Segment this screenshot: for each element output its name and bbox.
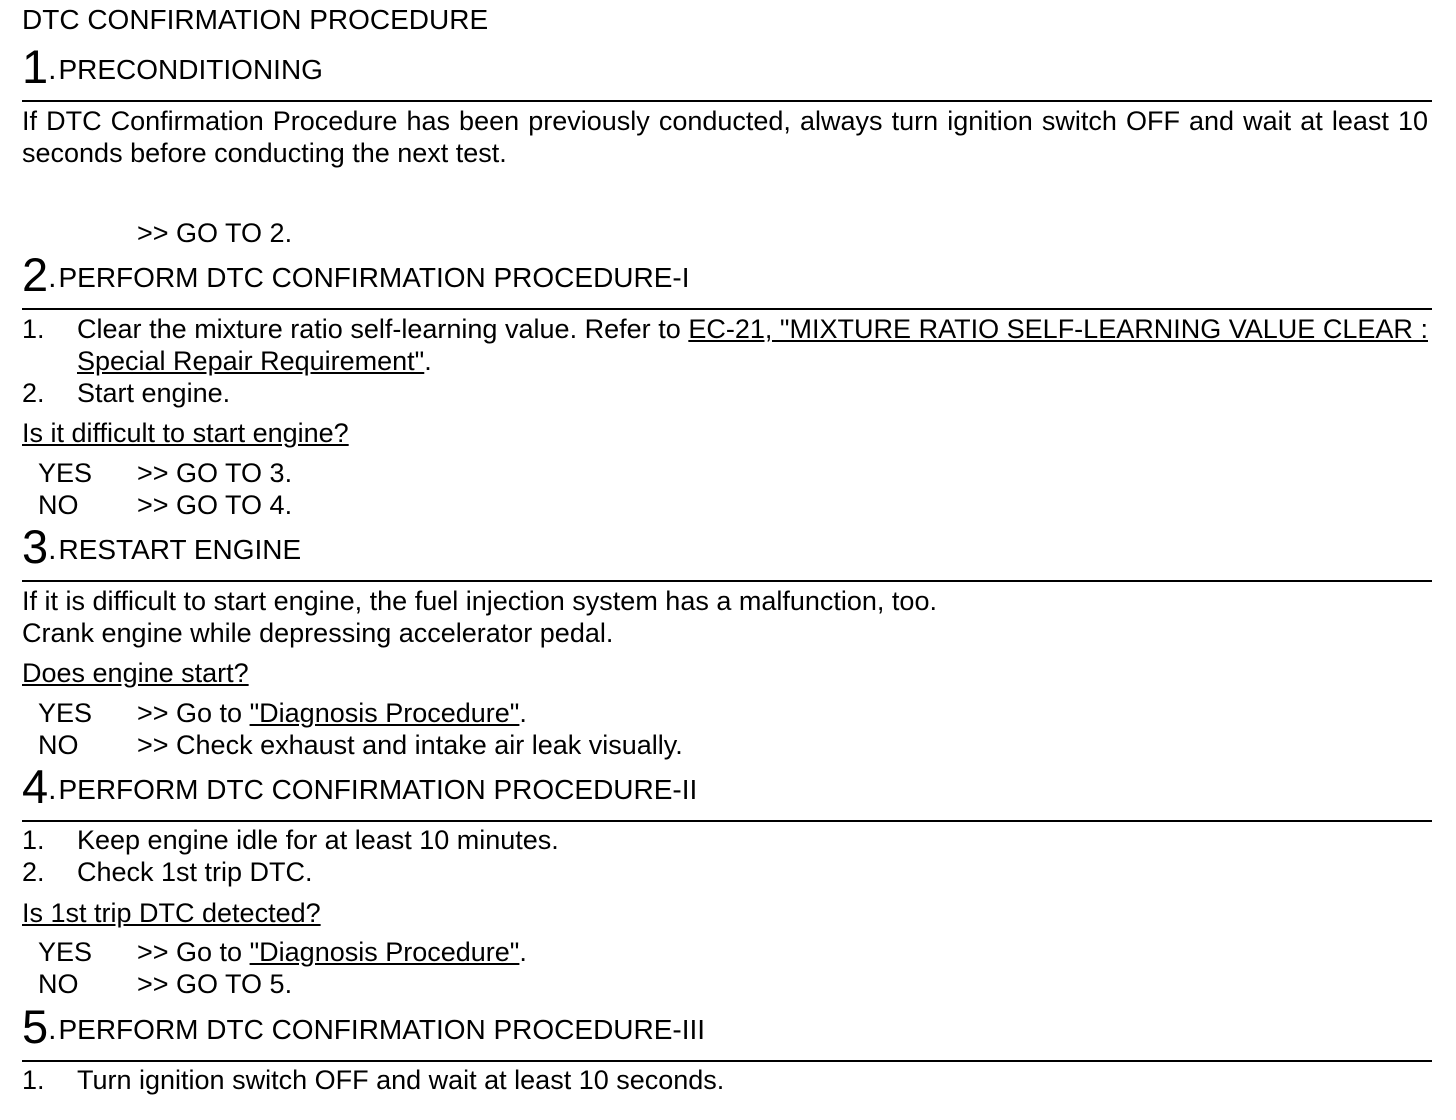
step-4-question: Is 1st trip DTC detected? xyxy=(22,898,321,928)
answer-yes-label: YES xyxy=(38,937,93,967)
list-item-number: 2. xyxy=(22,857,45,887)
divider xyxy=(22,1060,1432,1062)
answer-yes-label: YES xyxy=(38,458,93,488)
answer-yes-action: >> Go to "Diagnosis Procedure". xyxy=(137,698,527,728)
divider xyxy=(22,100,1432,102)
diagnosis-procedure-link[interactable]: "Diagnosis Procedure" xyxy=(249,937,520,967)
step-3-line: Crank engine while depressing accelerator pedal. xyxy=(22,618,614,648)
step-number: 1 xyxy=(22,40,49,93)
divider xyxy=(22,308,1432,310)
step-5-heading: 5.PERFORM DTC CONFIRMATION PROCEDURE-III xyxy=(22,1000,706,1053)
step-3-heading: 3.RESTART ENGINE xyxy=(22,520,302,573)
divider xyxy=(22,820,1432,822)
step-title: RESTART ENGINE xyxy=(58,534,302,565)
page-title: DTC CONFIRMATION PROCEDURE xyxy=(22,4,489,35)
answer-no-label: NO xyxy=(38,730,79,760)
step-title: PERFORM DTC CONFIRMATION PROCEDURE-III xyxy=(58,1014,706,1045)
step-number: 5 xyxy=(22,1000,49,1053)
step-3-question: Does engine start? xyxy=(22,658,249,688)
diagnosis-procedure-link[interactable]: "Diagnosis Procedure" xyxy=(249,698,520,728)
step-1-heading: 1.PRECONDITIONING xyxy=(22,40,323,93)
list-item-number: 1. xyxy=(22,825,45,855)
list-item-number: 2. xyxy=(22,378,45,408)
answer-yes-label: YES xyxy=(38,698,93,728)
answer-yes-action: >> GO TO 3. xyxy=(137,458,293,488)
step-1-body: If DTC Confirmation Procedure has been previously conducted, always turn ignition switch OFF and wait at least 10 seconds before conducting the next test. xyxy=(22,106,1428,168)
step-number: 3 xyxy=(22,520,49,573)
step-2-question: Is it difficult to start engine? xyxy=(22,418,349,448)
list-item: Keep engine idle for at least 10 minutes. xyxy=(77,825,559,855)
step-number: 4 xyxy=(22,760,49,813)
step-4-heading: 4.PERFORM DTC CONFIRMATION PROCEDURE-II xyxy=(22,760,698,813)
answer-yes-action: >> Go to "Diagnosis Procedure". xyxy=(137,937,527,967)
list-item: Start engine. xyxy=(77,378,231,408)
step-3-line: If it is difficult to start engine, the fuel injection system has a malfunction, too. xyxy=(22,586,937,616)
list-item: Turn ignition switch OFF and wait at least 10 seconds. xyxy=(77,1065,725,1095)
answer-no-action: >> GO TO 4. xyxy=(137,490,293,520)
list-item: Clear the mixture ratio self-learning value. Refer to EC-21, "MIXTURE RATIO SELF-LEARNING VALUE CLEAR : Special Repair Requirement". xyxy=(77,314,1428,376)
list-item-number: 1. xyxy=(22,314,45,344)
answer-no-label: NO xyxy=(38,969,79,999)
step-1-next: >> GO TO 2. xyxy=(137,218,293,248)
step-2-heading: 2.PERFORM DTC CONFIRMATION PROCEDURE-I xyxy=(22,248,690,301)
step-title: PERFORM DTC CONFIRMATION PROCEDURE-I xyxy=(58,262,690,293)
divider xyxy=(22,580,1432,582)
ec21-reference-link[interactable]: EC-21, "MIXTURE RATIO SELF-LEARNING VALUE CLEAR : Special Repair Requirement" xyxy=(77,314,1428,376)
answer-no-action: >> GO TO 5. xyxy=(137,969,293,999)
step-title: PERFORM DTC CONFIRMATION PROCEDURE-II xyxy=(58,774,698,805)
answer-no-label: NO xyxy=(38,490,79,520)
answer-no-action: >> Check exhaust and intake air leak visually. xyxy=(137,730,683,760)
list-item-number: 1. xyxy=(22,1065,45,1095)
step-number: 2 xyxy=(22,248,49,301)
list-item: Check 1st trip DTC. xyxy=(77,857,313,887)
step-title: PRECONDITIONING xyxy=(58,54,323,85)
